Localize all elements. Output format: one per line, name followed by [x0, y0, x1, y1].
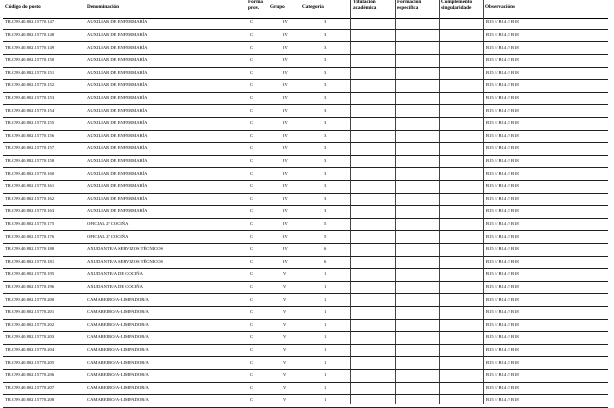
cell-categoria: 3: [324, 44, 327, 50]
cell-forma: C: [250, 107, 254, 113]
cell-forma: C: [250, 309, 254, 315]
cell-forma: C: [250, 120, 254, 126]
cell-codigo: TR.C99.40.802.15770.181: [5, 258, 55, 264]
cell-categoria: 3: [324, 94, 327, 100]
cell-codigo: TR.C99.40.802.15770.155: [5, 120, 55, 126]
table-row: [0, 168, 614, 180]
cell-codigo: TR.C99.40.802.15770.157: [5, 145, 55, 151]
cell-observacions: B15 // B14 // B18: [486, 31, 519, 37]
cell-forma: C: [250, 195, 254, 201]
table-row: [0, 181, 614, 193]
cell-grupo: IV: [283, 31, 288, 37]
cell-observacions: B15 // B14 // B18: [486, 170, 519, 176]
cell-categoria: 3: [324, 31, 327, 37]
cell-denominacion: AXUDANTE/A DE COCIÑA: [87, 283, 143, 289]
cell-grupo: IV: [283, 183, 288, 189]
cell-observacions: B15 // B14 // B18: [486, 246, 519, 252]
cell-forma: C: [250, 321, 254, 327]
cell-denominacion: OFICIAL 2ª COCIÑA: [87, 220, 129, 226]
cell-codigo: TR.C99.40.802.15770.200: [5, 296, 55, 302]
cell-forma: C: [250, 132, 254, 138]
table-row: [0, 382, 614, 394]
cell-grupo: IV: [283, 170, 288, 176]
cell-grupo: V: [283, 321, 287, 327]
table-row: [0, 17, 614, 29]
cell-observacions: B15 // B14 // B18: [486, 233, 519, 239]
cell-grupo: IV: [283, 132, 288, 138]
cell-grupo: IV: [283, 233, 288, 239]
table-row: [0, 294, 614, 306]
header-formacion: [397, 0, 421, 11]
cell-denominacion: AUXILIAR DE ENFERMARÍA: [87, 107, 148, 113]
cell-grupo: IV: [283, 94, 288, 100]
cell-codigo: TR.C99.40.802.15770.162: [5, 195, 55, 201]
table-row: [0, 357, 614, 369]
cell-observacions: B15 // B14 // B18: [486, 372, 519, 378]
cell-codigo: TR.C99.40.802.15770.206: [5, 372, 55, 378]
cell-grupo: IV: [283, 120, 288, 126]
header-grupo: Grupo: [270, 4, 285, 10]
cell-forma: C: [250, 19, 254, 25]
cell-categoria: 1: [324, 372, 327, 378]
cell-grupo: V: [283, 346, 287, 352]
cell-grupo: V: [283, 309, 287, 315]
cell-categoria: 1: [324, 283, 327, 289]
cell-categoria: 6: [324, 258, 327, 264]
cell-categoria: 1: [324, 296, 327, 302]
cell-categoria: 3: [324, 157, 327, 163]
table-row: [0, 118, 614, 130]
cell-forma: C: [250, 208, 254, 214]
cell-categoria: 3: [324, 183, 327, 189]
cell-observacions: B15 // B14 // B18: [486, 195, 519, 201]
cell-forma: C: [250, 183, 254, 189]
cell-categoria: 3: [324, 170, 327, 176]
cell-denominacion: AUXILIAR DE ENFERMARÍA: [87, 195, 148, 201]
cell-categoria: 1: [324, 346, 327, 352]
cell-observacions: B15 // B14 // B18: [486, 57, 519, 63]
cell-observacions: B15 // B14 // B18: [486, 220, 519, 226]
table-row: [0, 105, 614, 117]
cell-denominacion: CAMAREIRO/A-LIMPADOR/A: [87, 346, 149, 352]
cell-forma: C: [250, 233, 254, 239]
header-denominacion: Denominación: [87, 4, 119, 10]
cell-codigo: TR.C99.40.802.15770.150: [5, 57, 55, 63]
cell-grupo: IV: [283, 246, 288, 252]
cell-observacions: B15 // B14 // B18: [486, 69, 519, 75]
cell-categoria: 1: [324, 321, 327, 327]
cell-grupo: V: [283, 296, 287, 302]
cell-categoria: 1: [324, 309, 327, 315]
header-categoria: Categoría: [302, 4, 324, 10]
cell-observacions: B15 // B14 // B18: [486, 346, 519, 352]
cell-denominacion: AUXILIAR DE ENFERMARÍA: [87, 19, 148, 25]
cell-forma: C: [250, 170, 254, 176]
cell-denominacion: AUXILIAR DE ENFERMARÍA: [87, 170, 148, 176]
table-row: [0, 370, 614, 382]
cell-observacions: B15 // B14 // B18: [486, 258, 519, 264]
header-forma-line2: prov.: [248, 4, 260, 11]
cell-forma: C: [250, 157, 254, 163]
cell-categoria: 1: [324, 271, 327, 277]
table-row: [0, 93, 614, 105]
table-row: [0, 269, 614, 281]
header-titulacion-line1: Titulación: [353, 0, 376, 5]
cell-observacions: B15 // B14 // B18: [486, 296, 519, 302]
cell-denominacion: AXUDANTE/A SERVIZOS TÉCNICOS: [87, 246, 164, 252]
table-row: [0, 395, 614, 407]
cell-codigo: TR.C99.40.802.15770.195: [5, 271, 55, 277]
cell-categoria: 3: [324, 195, 327, 201]
cell-denominacion: AUXILIAR DE ENFERMARÍA: [87, 120, 148, 126]
cell-codigo: TR.C99.40.802.15770.154: [5, 107, 55, 113]
table-row: [0, 231, 614, 243]
cell-forma: C: [250, 283, 254, 289]
cell-forma: C: [250, 145, 254, 151]
cell-grupo: IV: [283, 69, 288, 75]
cell-observacions: B15 // B14 // B18: [486, 321, 519, 327]
cell-forma: C: [250, 258, 254, 264]
cell-denominacion: AUXILIAR DE ENFERMARÍA: [87, 94, 148, 100]
cell-codigo: TR.C99.40.802.15770.207: [5, 384, 55, 390]
cell-forma: C: [250, 271, 254, 277]
cell-categoria: 1: [324, 334, 327, 340]
cell-forma: C: [250, 82, 254, 88]
cell-observacions: B15 // B14 // B18: [486, 19, 519, 25]
table-row: [0, 219, 614, 231]
cell-grupo: IV: [283, 195, 288, 201]
cell-codigo: TR.C99.40.802.15770.160: [5, 170, 55, 176]
cell-codigo: TR.C99.40.802.15770.158: [5, 157, 55, 163]
cell-grupo: IV: [283, 220, 288, 226]
cell-grupo: IV: [283, 145, 288, 151]
cell-grupo: V: [283, 359, 287, 365]
table-row: [0, 332, 614, 344]
cell-forma: C: [250, 57, 254, 63]
cell-denominacion: AXUDANTE/A SERVIZOS TÉCNICOS: [87, 258, 164, 264]
cell-grupo: V: [283, 334, 287, 340]
cell-observacions: B15 // B14 // B18: [486, 283, 519, 289]
cell-forma: C: [250, 94, 254, 100]
cell-categoria: 1: [324, 384, 327, 390]
cell-codigo: TR.C99.40.802.15770.156: [5, 132, 55, 138]
table-row: [0, 80, 614, 92]
cell-observacions: B15 // B14 // B18: [486, 384, 519, 390]
cell-codigo: TR.C99.40.802.15770.153: [5, 94, 55, 100]
cell-observacions: B15 // B14 // B18: [486, 145, 519, 151]
cell-codigo: TR.C99.40.802.15770.175: [5, 220, 55, 226]
cell-categoria: 3: [324, 120, 327, 126]
table-row: [0, 244, 614, 256]
cell-grupo: IV: [283, 157, 288, 163]
header-complemento: [441, 0, 472, 11]
cell-denominacion: AUXILIAR DE ENFERMARÍA: [87, 208, 148, 214]
cell-observacions: B15 // B14 // B18: [486, 157, 519, 163]
cell-categoria: 6: [324, 246, 327, 252]
table-row: [0, 55, 614, 67]
cell-denominacion: AXUDANTE/A DE COCIÑA: [87, 271, 143, 277]
cell-observacions: B15 // B14 // B18: [486, 271, 519, 277]
table-row: [0, 193, 614, 205]
cell-denominacion: AUXILIAR DE ENFERMARÍA: [87, 132, 148, 138]
table-row: [0, 206, 614, 218]
cell-observacions: B15 // B14 // B18: [486, 44, 519, 50]
cell-forma: C: [250, 246, 254, 252]
cell-grupo: V: [283, 283, 287, 289]
table-row: [0, 256, 614, 268]
table-row: [0, 42, 614, 54]
cell-codigo: TR.C99.40.802.15770.205: [5, 359, 55, 365]
cell-denominacion: AUXILIAR DE ENFERMARÍA: [87, 157, 148, 163]
cell-categoria: 5: [324, 233, 327, 239]
cell-denominacion: AUXILIAR DE ENFERMARÍA: [87, 69, 148, 75]
cell-codigo: TR.C99.40.802.15770.176: [5, 233, 55, 239]
cell-observacions: B15 // B14 // B18: [486, 120, 519, 126]
cell-categoria: 3: [324, 57, 327, 63]
cell-categoria: 1: [324, 397, 327, 403]
cell-grupo: IV: [283, 19, 288, 25]
header-observacions: Observacións: [485, 4, 515, 10]
cell-forma: C: [250, 346, 254, 352]
cell-forma: C: [250, 31, 254, 37]
cell-grupo: IV: [283, 82, 288, 88]
cell-denominacion: AUXILIAR DE ENFERMARÍA: [87, 44, 148, 50]
cell-observacions: B15 // B14 // B18: [486, 132, 519, 138]
cell-codigo: TR.C99.40.802.15770.202: [5, 321, 55, 327]
cell-codigo: TR.C99.40.802.15770.148: [5, 31, 55, 37]
cell-grupo: V: [283, 384, 287, 390]
header-formacion-line1: Formación: [397, 0, 422, 5]
cell-codigo: TR.C99.40.802.15770.203: [5, 334, 55, 340]
cell-observacions: B15 // B14 // B18: [486, 94, 519, 100]
header-complemento-line2: singularidade: [441, 4, 472, 11]
table-row: [0, 345, 614, 357]
table-row: [0, 130, 614, 142]
cell-forma: C: [250, 397, 254, 403]
header-codigo: Código do posto: [5, 4, 41, 10]
cell-grupo: IV: [283, 107, 288, 113]
cell-denominacion: CAMAREIRO/A-LIMPADOR/A: [87, 296, 149, 302]
cell-denominacion: OFICIAL 2ª COCIÑA: [87, 233, 129, 239]
cell-observacions: B15 // B14 // B18: [486, 309, 519, 315]
cell-observacions: B15 // B14 // B18: [486, 107, 519, 113]
cell-categoria: 3: [324, 208, 327, 214]
cell-grupo: IV: [283, 44, 288, 50]
cell-codigo: TR.C99.40.802.15770.208: [5, 397, 55, 403]
cell-forma: C: [250, 220, 254, 226]
cell-observacions: B15 // B14 // B18: [486, 208, 519, 214]
cell-denominacion: AUXILIAR DE ENFERMARÍA: [87, 82, 148, 88]
cell-forma: C: [250, 69, 254, 75]
cell-grupo: V: [283, 397, 287, 403]
cell-observacions: B15 // B14 // B18: [486, 82, 519, 88]
cell-observacions: B15 // B14 // B18: [486, 183, 519, 189]
table-row: [0, 319, 614, 331]
cell-observacions: B15 // B14 // B18: [486, 397, 519, 403]
cell-forma: C: [250, 384, 254, 390]
header-titulacion: [353, 0, 376, 11]
cell-denominacion: AUXILIAR DE ENFERMARÍA: [87, 183, 148, 189]
cell-codigo: TR.C99.40.802.15770.204: [5, 346, 55, 352]
cell-observacions: B15 // B14 // B18: [486, 334, 519, 340]
header-complemento-line1: Complemento: [441, 0, 473, 5]
cell-codigo: TR.C99.40.802.15770.152: [5, 82, 55, 88]
cell-denominacion: CAMAREIRO/A-LIMPADOR/A: [87, 334, 149, 340]
cell-forma: C: [250, 44, 254, 50]
cell-denominacion: AUXILIAR DE ENFERMARÍA: [87, 31, 148, 37]
cell-denominacion: CAMAREIRO/A-LIMPADOR/A: [87, 321, 149, 327]
cell-grupo: IV: [283, 258, 288, 264]
header-forma: [248, 0, 263, 11]
cell-codigo: TR.C99.40.802.15770.161: [5, 183, 55, 189]
cell-codigo: TR.C99.40.802.15770.147: [5, 19, 55, 25]
header-forma-line1: Forma: [248, 0, 263, 5]
cell-forma: C: [250, 372, 254, 378]
cell-codigo: TR.C99.40.802.15770.180: [5, 246, 55, 252]
table-row: [0, 156, 614, 168]
cell-categoria: 3: [324, 19, 327, 25]
cell-grupo: IV: [283, 57, 288, 63]
cell-grupo: V: [283, 271, 287, 277]
cell-codigo: TR.C99.40.802.15770.149: [5, 44, 55, 50]
cell-grupo: IV: [283, 208, 288, 214]
cell-codigo: TR.C99.40.802.15770.163: [5, 208, 55, 214]
cell-categoria: 5: [324, 220, 327, 226]
cell-denominacion: CAMAREIRO/A-LIMPADOR/A: [87, 359, 149, 365]
cell-denominacion: CAMAREIRO/A-LIMPADOR/A: [87, 397, 149, 403]
cell-categoria: 3: [324, 145, 327, 151]
header-formacion-line2: específica: [397, 4, 419, 11]
header-titulacion-line2: académica: [353, 4, 377, 11]
cell-categoria: 3: [324, 107, 327, 113]
cell-denominacion: CAMAREIRO/A-LIMPADOR/A: [87, 309, 149, 315]
cell-denominacion: AUXILIAR DE ENFERMARÍA: [87, 57, 148, 63]
cell-categoria: 3: [324, 69, 327, 75]
cell-forma: C: [250, 334, 254, 340]
cell-denominacion: CAMAREIRO/A-LIMPADOR/A: [87, 384, 149, 390]
table-row: [0, 307, 614, 319]
table-row: [0, 67, 614, 79]
cell-categoria: 3: [324, 132, 327, 138]
cell-codigo: TR.C99.40.802.15770.151: [5, 69, 55, 75]
table-row: [0, 282, 614, 294]
cell-categoria: 3: [324, 82, 327, 88]
cell-denominacion: CAMAREIRO/A-LIMPADOR/A: [87, 372, 149, 378]
cell-categoria: 1: [324, 359, 327, 365]
cell-grupo: V: [283, 372, 287, 378]
cell-forma: C: [250, 359, 254, 365]
cell-forma: C: [250, 296, 254, 302]
cell-denominacion: AUXILIAR DE ENFERMARÍA: [87, 145, 148, 151]
table-row: [0, 30, 614, 42]
cell-codigo: TR.C99.40.802.15770.201: [5, 309, 55, 315]
cell-observacions: B15 // B14 // B18: [486, 359, 519, 365]
table-row: [0, 143, 614, 155]
cell-codigo: TR.C99.40.802.15770.196: [5, 283, 55, 289]
